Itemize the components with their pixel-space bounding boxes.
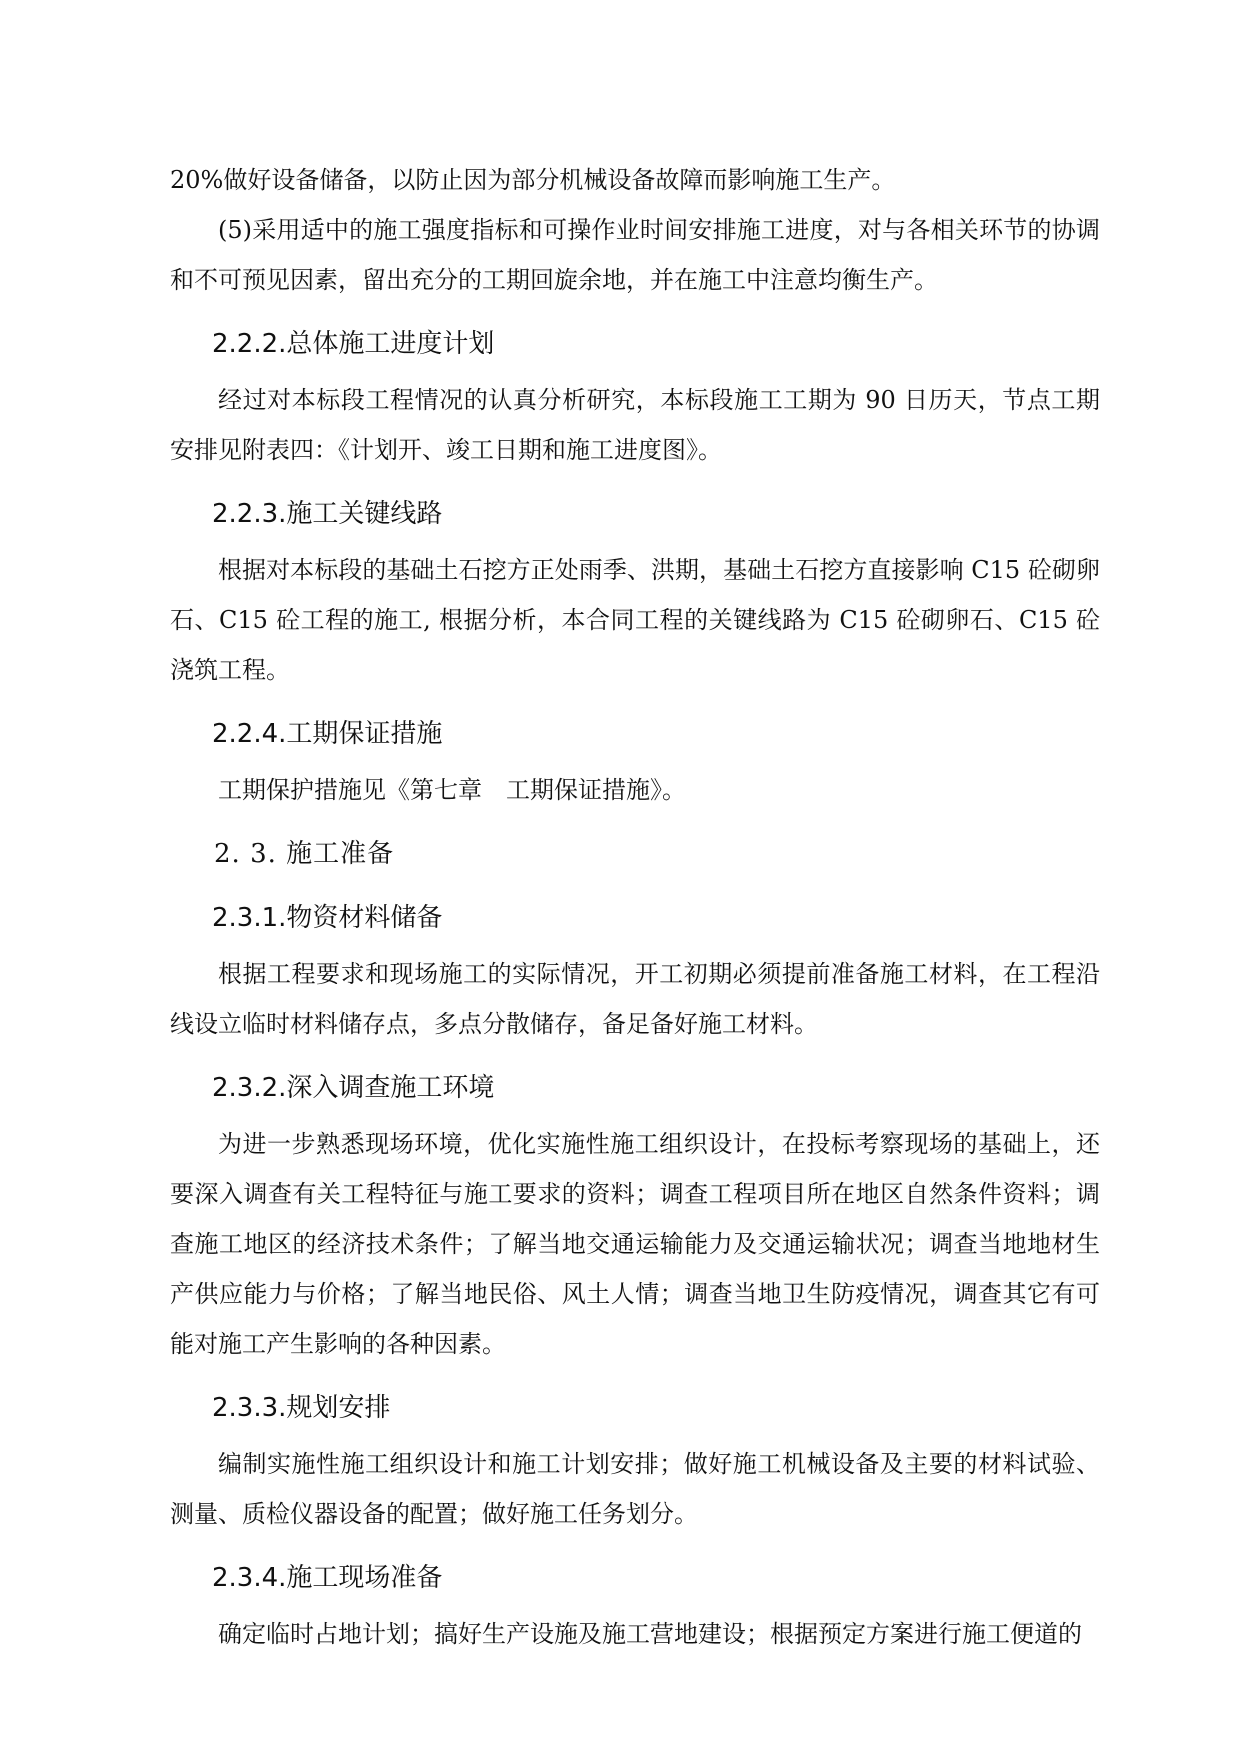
heading-2-3: 2. 3. 施工准备: [214, 839, 395, 869]
heading-2-3-4: 2.3.4.施工现场准备: [212, 1563, 443, 1593]
paragraph-item-5: (5)采用适中的施工强度指标和可操作业时间安排施工进度，对与各相关环节的协调和不可预见因素，留出充分的工期回旋余地，并在施工中注意均衡生产。: [170, 216, 1100, 294]
paragraph-intro: 20%做好设备储备，以防止因为部分机械设备故障而影响施工生产。: [170, 166, 896, 194]
document-body: [170, 155, 1100, 1659]
paragraph-2-2-4: 工期保护措施见《第七章 工期保证措施》。: [218, 776, 686, 804]
paragraph-2-2-3: 根据对本标段的基础土石挖方正处雨季、洪期，基础土石挖方直接影响 C15 砼砌卵石、C15 砼工程的施工, 根据分析，本合同工程的关键线路为 C15 砼砌卵石、C15 砼浇筑工程。: [170, 556, 1100, 684]
paragraph-2-2-2: 经过对本标段工程情况的认真分析研究，本标段施工工期为 90 日历天，节点工期安排见附表四：《计划开、竣工日期和施工进度图》。: [170, 386, 1100, 464]
heading-2-2-3: 2.2.3.施工关键线路: [212, 499, 443, 529]
paragraph-2-3-3: 编制实施性施工组织设计和施工计划安排；做好施工机械设备及主要的材料试验、测量、质检仪器设备的配置；做好施工任务划分。: [170, 1450, 1100, 1528]
paragraph-2-3-1: 根据工程要求和现场施工的实际情况，开工初期必须提前准备施工材料，在工程沿线设立临时材料储存点，多点分散储存，备足备好施工材料。: [170, 960, 1100, 1038]
heading-2-3-3: 2.3.3.规划安排: [212, 1393, 391, 1423]
paragraph-2-3-2: 为进一步熟悉现场环境，优化实施性施工组织设计，在投标考察现场的基础上，还要深入调查有关工程特征与施工要求的资料；调查工程项目所在地区自然条件资料；调查施工地区的经济技术条件；了解当地交通运输能力及交通运输状况；调查当地地材生产供应能力与价格；了解当地民俗、风土人情；调查当地卫生防疫情况，调查其它有可能对施工产生影响的各种因素。: [170, 1130, 1100, 1358]
heading-2-3-1: 2.3.1.物资材料储备: [212, 903, 443, 933]
heading-2-3-2: 2.3.2.深入调查施工环境: [212, 1073, 495, 1103]
heading-2-2-2: 2.2.2.总体施工进度计划: [212, 329, 495, 359]
paragraph-2-3-4: 确定临时占地计划；搞好生产设施及施工营地建设；根据预定方案进行施工便道的: [218, 1620, 1082, 1648]
heading-2-2-4: 2.2.4.工期保证措施: [212, 719, 443, 749]
